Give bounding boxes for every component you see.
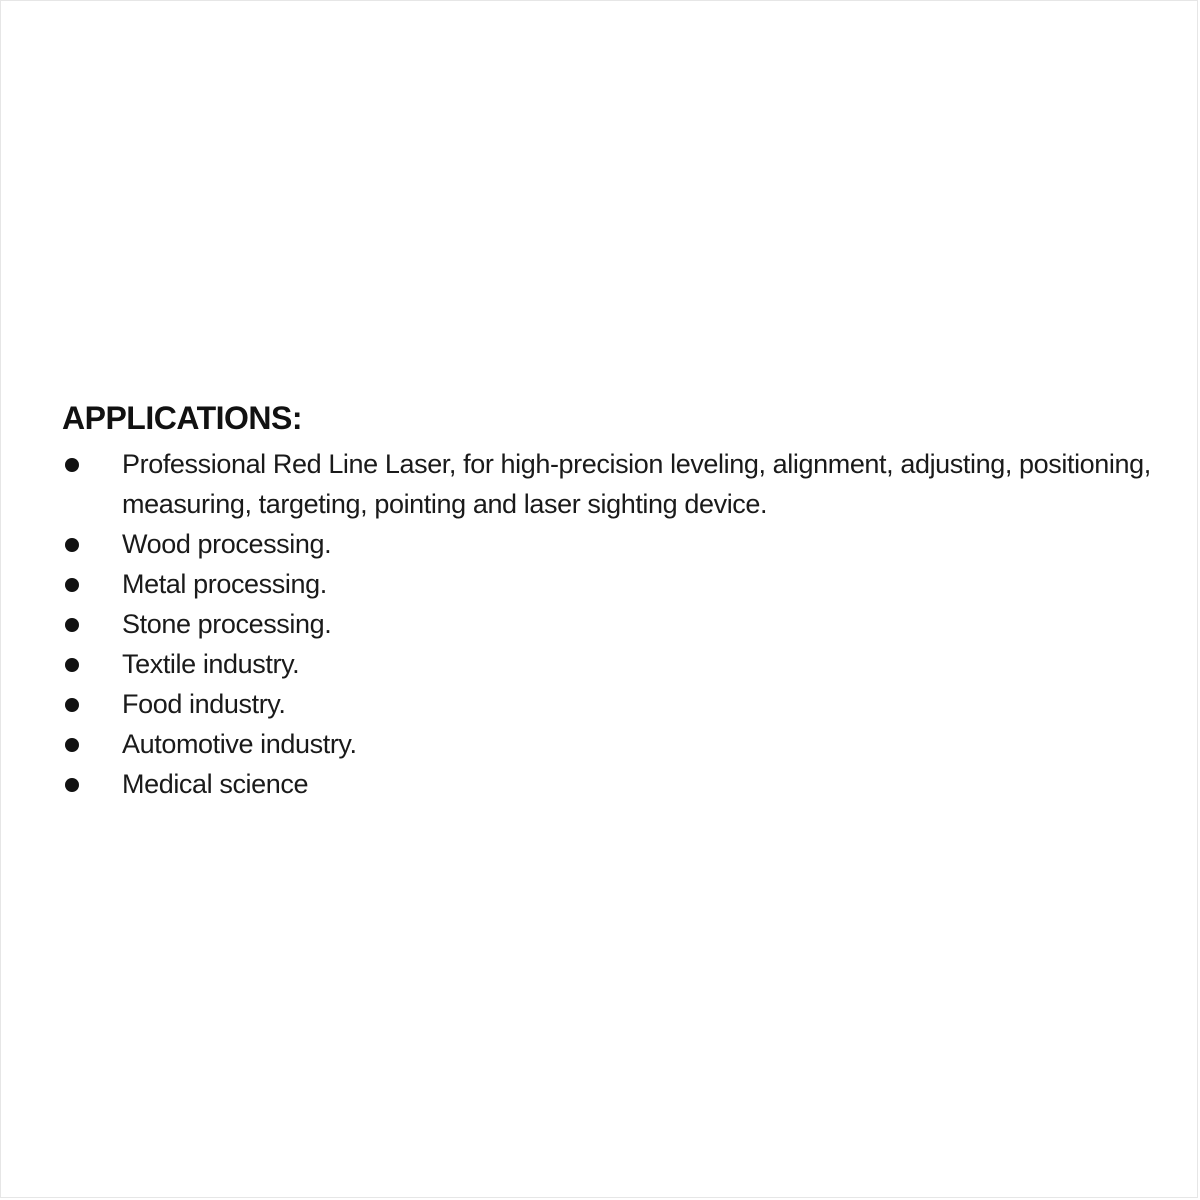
list-item-text: Textile industry. [122,649,300,679]
bullet-icon [65,578,79,592]
list-item [62,644,1172,684]
list-item-text: Professional Red Line Laser, for high-precision leveling, alignment, adjusting, positioning, measuring, targeting, pointing and laser sighting device. [122,449,1151,519]
applications-section [62,398,1172,804]
list-item [62,524,1172,564]
list-item-text: Stone processing. [122,609,332,639]
list-item-text: Metal processing. [122,569,327,599]
list-item-text: Automotive industry. [122,729,357,759]
list-item [62,564,1172,604]
list-item [62,684,1172,724]
bullet-icon [65,458,79,472]
list-item-text: Medical science [122,769,309,799]
list-item [62,444,1172,524]
bullet-icon [65,738,79,752]
applications-list [62,444,1172,804]
bullet-icon [65,618,79,632]
bullet-icon [65,658,79,672]
bullet-icon [65,538,79,552]
list-item [62,724,1172,764]
section-heading: APPLICATIONS: [62,400,303,436]
bullet-icon [65,698,79,712]
list-item-text: Wood processing. [122,529,332,559]
bullet-icon [65,778,79,792]
list-item-text: Food industry. [122,689,286,719]
list-item [62,604,1172,644]
list-item [62,764,1172,804]
